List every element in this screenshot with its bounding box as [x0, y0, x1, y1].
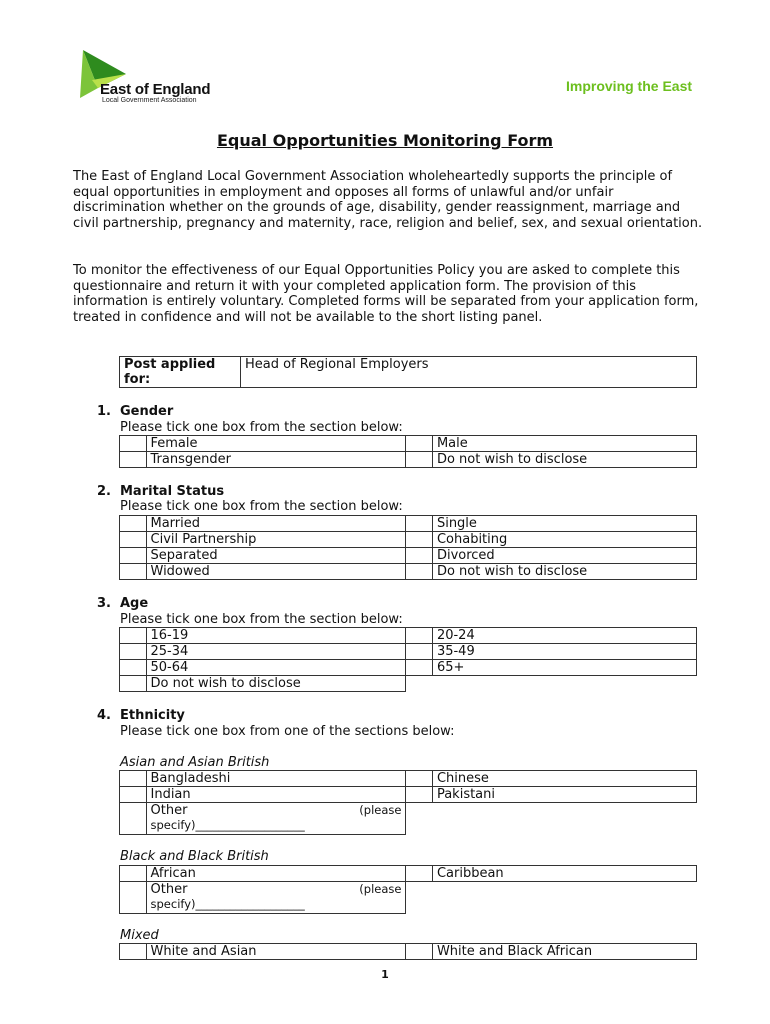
checkbox-indian[interactable] — [120, 787, 147, 803]
section-number: 3. — [97, 596, 111, 611]
subsection-heading-mixed: Mixed — [120, 928, 159, 943]
section-title-marital: Marital Status — [120, 484, 225, 499]
subsection-heading-asian: Asian and Asian British — [120, 755, 270, 770]
table-row — [120, 436, 697, 452]
checkbox-marital-not-disclose[interactable] — [406, 564, 433, 580]
option-label: 35-49 — [432, 644, 696, 660]
checkbox-transgender[interactable] — [120, 452, 147, 468]
section-title-ethnicity: Ethnicity — [120, 708, 185, 723]
option-label: Indian — [146, 787, 406, 803]
section-instruction: Please tick one box from the section below: — [120, 499, 403, 514]
option-label: Single — [432, 516, 696, 532]
checkbox-age-16-19[interactable] — [120, 628, 147, 644]
other-specify-field[interactable] — [146, 803, 406, 835]
option-label: Do not wish to disclose — [432, 564, 696, 580]
post-applied-table — [119, 356, 697, 388]
table-row — [120, 803, 697, 835]
option-label: Do not wish to disclose — [432, 452, 696, 468]
option-label: Civil Partnership — [146, 532, 406, 548]
marital-options-table — [119, 515, 697, 580]
option-label: Chinese — [432, 771, 696, 787]
option-label: Female — [146, 436, 406, 452]
post-applied-label: Post applied for: — [120, 357, 241, 388]
logo-subtitle: Local Government Association — [102, 97, 197, 104]
checkbox-age-not-disclose[interactable] — [120, 676, 147, 692]
checkbox-male[interactable] — [406, 436, 433, 452]
checkbox-civil-partnership[interactable] — [120, 532, 147, 548]
section-title-age: Age — [120, 596, 149, 611]
mixed-options-table — [119, 943, 697, 960]
post-applied-value[interactable]: Head of Regional Employers — [241, 357, 697, 388]
checkbox-white-black-african[interactable] — [406, 944, 433, 960]
page-title: Equal Opportunities Monitoring Form — [216, 131, 554, 150]
checkbox-age-20-24[interactable] — [406, 628, 433, 644]
checkbox-pakistani[interactable] — [406, 787, 433, 803]
option-label: Other — [150, 882, 188, 897]
option-label: 20-24 — [432, 628, 696, 644]
age-options-table — [119, 627, 697, 692]
logo-name: East of England — [100, 81, 211, 98]
checkbox-married[interactable] — [120, 516, 147, 532]
option-label: Do not wish to disclose — [146, 676, 406, 692]
please-label: (please — [359, 882, 402, 896]
tagline: Improving the East — [566, 78, 693, 94]
option-label: 25-34 — [146, 644, 406, 660]
table-row — [120, 787, 697, 803]
gender-options-table — [119, 435, 697, 468]
specify-line: specify)___________________ — [150, 897, 305, 911]
checkbox-age-65-plus[interactable] — [406, 660, 433, 676]
section-number: 1. — [97, 404, 111, 419]
table-row — [120, 866, 697, 882]
table-row — [120, 532, 697, 548]
table-row — [120, 644, 697, 660]
option-label: Married — [146, 516, 406, 532]
checkbox-chinese[interactable] — [406, 771, 433, 787]
specify-line: specify)___________________ — [150, 818, 305, 832]
option-label: 65+ — [432, 660, 696, 676]
table-row — [120, 564, 697, 580]
option-label: Pakistani — [432, 787, 696, 803]
option-label: Separated — [146, 548, 406, 564]
checkbox-cohabiting[interactable] — [406, 532, 433, 548]
checkbox-african[interactable] — [120, 866, 147, 882]
checkbox-age-35-49[interactable] — [406, 644, 433, 660]
checkbox-divorced[interactable] — [406, 548, 433, 564]
table-row — [120, 660, 697, 676]
option-label: Caribbean — [432, 866, 696, 882]
table-row — [120, 944, 697, 960]
section-instruction: Please tick one box from one of the sections below: — [120, 724, 455, 739]
table-row — [120, 516, 697, 532]
table-row — [120, 548, 697, 564]
option-label: White and Black African — [432, 944, 696, 960]
intro-paragraph-1: The East of England Local Government Association wholeheartedly supports the principle of equal opportunities in employment and opposes all forms of unlawful and/or unfair discrimination whether on the grounds of age, disability, gender reassignment, marriage and civil partnership, pregnancy and maternity, race, religion and belief, sex, and sexual orientation. — [73, 169, 703, 231]
section-instruction: Please tick one box from the section below: — [120, 420, 403, 435]
section-number: 2. — [97, 484, 111, 499]
checkbox-bangladeshi[interactable] — [120, 771, 147, 787]
option-label: African — [146, 866, 406, 882]
option-label: Divorced — [432, 548, 696, 564]
checkbox-white-asian[interactable] — [120, 944, 147, 960]
please-label: (please — [359, 803, 402, 817]
table-row — [120, 676, 697, 692]
table-row — [120, 882, 697, 914]
checkbox-separated[interactable] — [120, 548, 147, 564]
asian-options-table — [119, 770, 697, 835]
option-label: Widowed — [146, 564, 406, 580]
option-label: Cohabiting — [432, 532, 696, 548]
table-row — [120, 452, 697, 468]
section-title-gender: Gender — [120, 404, 174, 419]
other-specify-field[interactable] — [146, 882, 406, 914]
section-number: 4. — [97, 708, 111, 723]
option-label: 50-64 — [146, 660, 406, 676]
black-options-table — [119, 865, 697, 914]
checkbox-gender-not-disclose[interactable] — [406, 452, 433, 468]
table-row — [120, 628, 697, 644]
checkbox-female[interactable] — [120, 436, 147, 452]
option-label: White and Asian — [146, 944, 406, 960]
checkbox-caribbean[interactable] — [406, 866, 433, 882]
table-row — [120, 771, 697, 787]
option-label: Other — [150, 803, 188, 818]
checkbox-age-25-34[interactable] — [120, 644, 147, 660]
subsection-heading-black: Black and Black British — [120, 849, 269, 864]
checkbox-single[interactable] — [406, 516, 433, 532]
page-number: 1 — [381, 968, 389, 981]
checkbox-black-other[interactable] — [120, 882, 147, 914]
option-label: Male — [432, 436, 696, 452]
option-label: 16-19 — [146, 628, 406, 644]
option-label: Transgender — [146, 452, 406, 468]
checkbox-age-50-64[interactable] — [120, 660, 147, 676]
checkbox-asian-other[interactable] — [120, 803, 147, 835]
section-instruction: Please tick one box from the section below: — [120, 612, 403, 627]
option-label: Bangladeshi — [146, 771, 406, 787]
intro-paragraph-2: To monitor the effectiveness of our Equal Opportunities Policy you are asked to complete this questionnaire and return it with your completed application form. The provision of this information is entirely voluntary. Completed forms will be separated from your application form, treated in confidence and will not be available to the short listing panel. — [73, 263, 699, 325]
checkbox-widowed[interactable] — [120, 564, 147, 580]
